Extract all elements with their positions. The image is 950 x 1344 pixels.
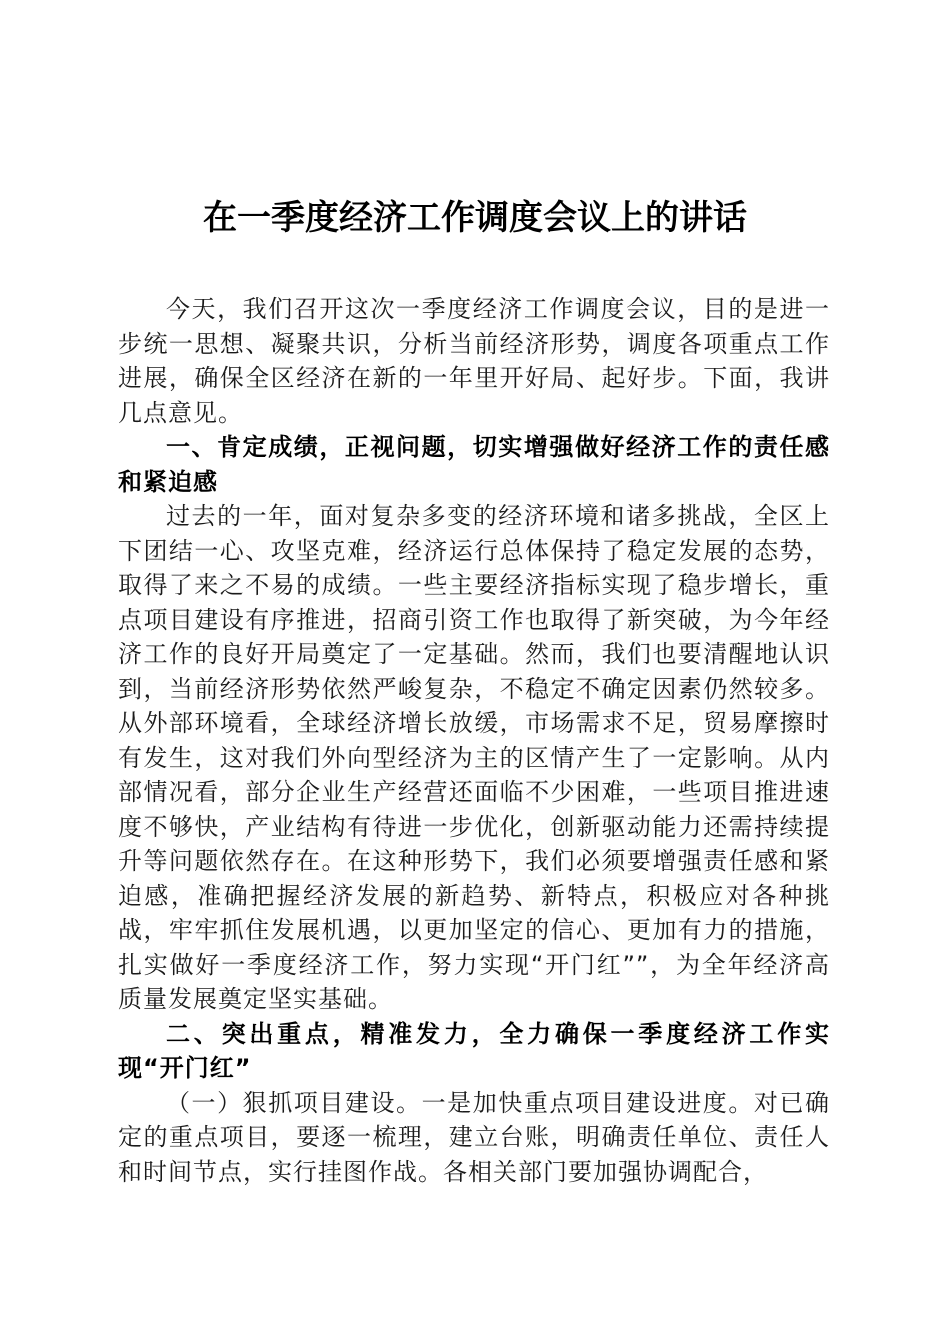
intro-paragraph: 今天，我们召开这次一季度经济工作调度会议，目的是进一步统一思想、凝聚共识，分析当前经济形势，调度各项重点工作进展，确保全区经济在新的一年里开好局、起好步。下面，我讲几点意见。 <box>118 295 830 427</box>
section-heading-1: 一、肯定成绩，正视问题，切实增强做好经济工作的责任感和紧迫感 <box>118 433 830 496</box>
section-heading-2: 二、突出重点，精准发力，全力确保一季度经济工作实现“开门红” <box>118 1019 830 1082</box>
section-2-paragraph: （一）狠抓项目建设。一是加快重点项目建设进度。对已确定的重点项目，要逐一梳理，建立台账，明确责任单位、责任人和时间节点，实行挂图作战。各相关部门要加强协调配合， <box>118 1088 830 1186</box>
section-1-paragraph: 过去的一年，面对复杂多变的经济环境和诸多挑战，全区上下团结一心、攻坚克难，经济运行总体保持了稳定发展的态势，取得了来之不易的成绩。一些主要经济指标实现了稳步增长，重点项目建设有序推进，招商引资工作也取得了新突破，为今年经济工作的良好开局奠定了一定基础。然而，我们也要清醒地认识到，当前经济形势依然严峻复杂，不稳定不确定因素仍然较多。从外部环境看，全球经济增长放缓，市场需求不足，贸易摩擦时有发生，这对我们外向型经济为主的区情产生了一定影响。从内部情况看，部分企业生产经营还面临不少困难，一些项目推进速度不够快，产业结构有待进一步优化，创新驱动能力还需持续提升等问题依然存在。在这种形势下，我们必须要增强责任感和紧迫感，准确把握经济发展的新趋势、新特点，积极应对各种挑战，牢牢抓住发展机遇，以更加坚定的信心、更加有力的措施，扎实做好一季度经济工作，努力实现“开门红””，为全年经济高质量发展奠定坚实基础。 <box>118 502 830 1013</box>
document-title: 在一季度经济工作调度会议上的讲话 <box>203 198 747 238</box>
document-body <box>118 292 830 1189</box>
